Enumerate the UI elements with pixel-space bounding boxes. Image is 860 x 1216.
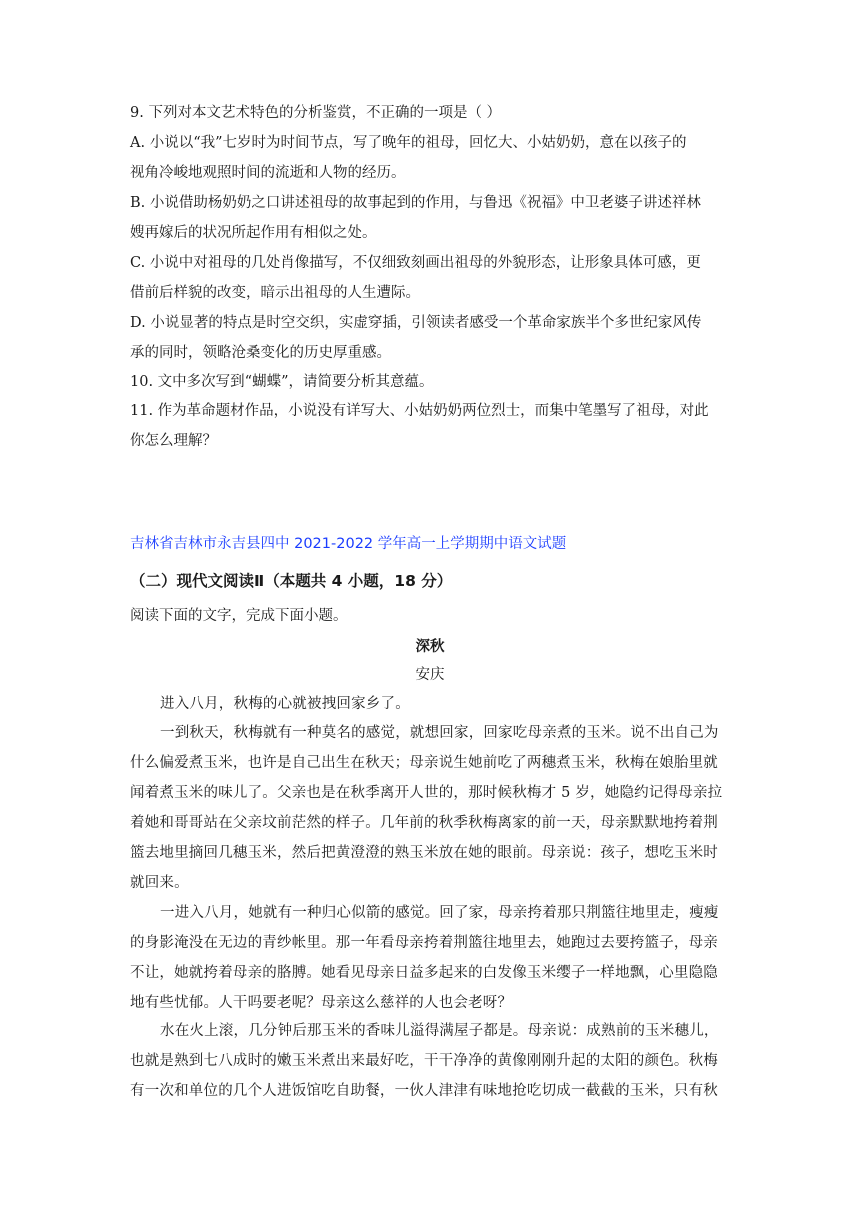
article-line: 也就是熟到七八成时的嫩玉米煮出来最好吃，干干净净的黄像刚刚升起的太阳的颜色。秋梅 [130,1053,718,1069]
instruction: 阅读下面的文字，完成下面小题。 [130,608,348,624]
section-heading: （二）现代文阅读Ⅱ（本题共 4 小题，18 分） [130,572,453,590]
question-9-option-c-line2: 借前后样貌的改变，暗示出祖母的人生遭际。 [130,285,420,301]
question-9-option-b-line1: B. 小说借助杨奶奶之口讲述祖母的故事起到的作用，与鲁迅《祝福》中卫老婆子讲述祥林 [130,195,701,211]
article-title: 深秋 [415,638,445,655]
article-line: 着她和哥哥站在父亲坟前茫然的样子。几年前的秋季秋梅离家的前一天，母亲默默地挎着荆 [130,815,718,831]
question-9-option-d-line1: D. 小说显著的特点是时空交织，实虚穿插，引领读者感受一个革命家族半个多世纪家风传 [130,315,702,331]
question-9-option-d-line2: 承的同时，领略沧桑变化的历史厚重感。 [130,345,391,361]
article-line: 水在火上滚，几分钟后那玉米的香味儿溢得满屋子都是。母亲说：成熟前的玉米穗儿， [160,1023,719,1039]
article-line: 的身影淹没在无边的青纱帐里。那一年看母亲挎着荆篮往地里去，她跑过去要挎篮子，母亲 [130,935,718,951]
question-9-option-a-line2: 视角冷峻地观照时间的流逝和人物的经历。 [130,165,406,181]
question-10: 10. 文中多次写到“蝴蝶”，请简要分析其意蕴。 [130,374,434,390]
article-line: 不让，她就挎着母亲的胳膊。她看见母亲日益多起来的白发像玉米缨子一样地飘，心里隐隐 [130,965,718,981]
article-line: 闻着煮玉米的味儿了。父亲也是在秋季离开人世的，那时候秋梅才 5 岁，她隐约记得母亲拉 [130,785,723,801]
article-line: 一进入八月，她就有一种归心似箭的感觉。回了家，母亲挎着那只荆篮往地里走，瘦瘦 [160,905,719,921]
question-9-option-c-line1: C. 小说中对祖母的几处肖像描写，不仅细致刻画出祖母的外貌形态，让形象具体可感，更 [130,255,701,271]
question-11-line2: 你怎么理解？ [130,433,217,449]
article-line: 一到秋天，秋梅就有一种莫名的感觉，就想回家，回家吃母亲煮的玉米。说不出自己为 [160,725,719,741]
article-line: 什么偏爱煮玉米，也许是自己出生在秋天；母亲说生她前吃了两穗煮玉米，秋梅在娘胎里就 [130,755,718,771]
article-author: 安庆 [415,667,445,683]
question-9-option-a-line1: A. 小说以“我”七岁时为时间节点，写了晚年的祖母，回忆大、小姑奶奶，意在以孩子的 [130,135,687,151]
article-line: 进入八月，秋梅的心就被拽回家乡了。 [160,696,410,712]
source-line: 吉林省吉林市永吉县四中 2021-2022 学年高一上学期期中语文试题 [130,536,567,552]
article-line: 有一次和单位的几个人进饭馆吃自助餐，一伙人津津有味地抢吃切成一截截的玉米，只有秋 [130,1083,718,1099]
article-line: 就回来。 [130,875,189,891]
question-9-stem: 9. 下列对本文艺术特色的分析鉴赏，不正确的一项是（ ） [130,105,502,121]
question-9-option-b-line2: 嫂再嫁后的状况所起作用有相似之处。 [130,225,377,241]
article-line: 地有些忧郁。人干吗要老呢？母亲这么慈祥的人也会老呀？ [130,995,513,1011]
question-11-line1: 11. 作为革命题材作品，小说没有详写大、小姑奶奶两位烈士，而集中笔墨写了祖母，对此 [130,403,709,419]
article-line: 篮去地里摘回几穗玉米，然后把黄澄澄的熟玉米放在她的眼前。母亲说：孩子，想吃玉米时 [130,845,718,861]
